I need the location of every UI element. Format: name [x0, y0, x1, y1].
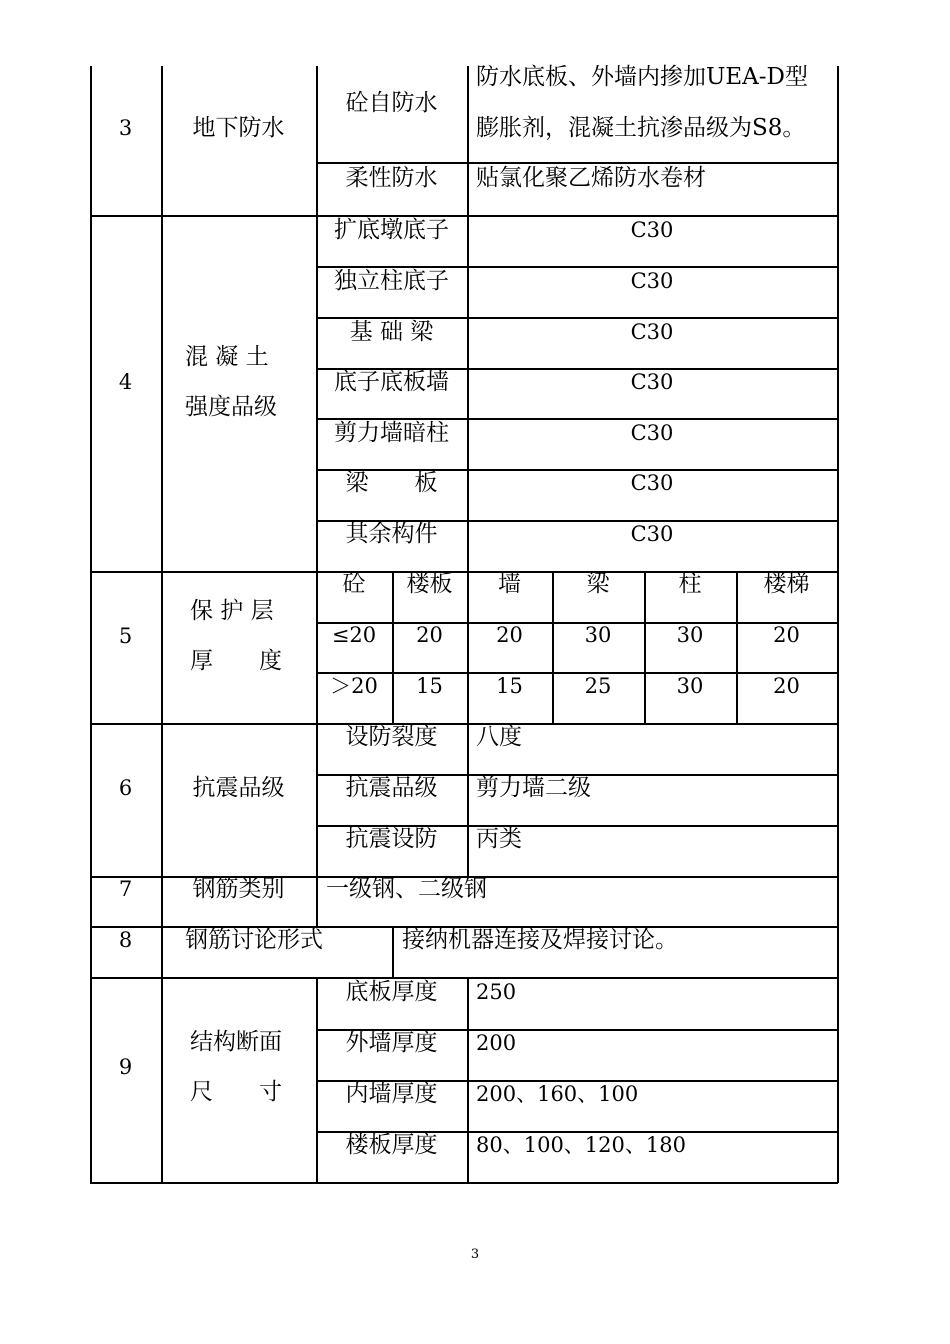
row4-item-label: 独立柱底子	[334, 268, 449, 294]
row5-number: 5	[118, 624, 133, 648]
cover-cell: 20	[496, 623, 523, 647]
row4-item-value: C30	[630, 218, 674, 242]
cover-cell: ＞20	[330, 674, 378, 698]
row4-item-label: 剪力墙暗柱	[334, 420, 449, 446]
row4-item-label: 扩底墩底子	[334, 217, 449, 243]
cover-cell: ≤20	[331, 623, 377, 647]
row9-title-line1: 结构断面	[190, 1029, 282, 1055]
row6-number: 6	[118, 776, 133, 800]
row5-title-line1: 保 护 层	[190, 598, 274, 624]
row4-title-line2: 强度品级	[185, 394, 277, 420]
row4-item-label: 底子底板墙	[334, 369, 449, 395]
row6-item-value: 剪力墙二级	[476, 775, 591, 801]
row9-item-value: 200、160、100	[476, 1082, 639, 1106]
row9-number: 9	[118, 1055, 133, 1079]
cover-header-cell: 楼梯	[763, 571, 810, 597]
cover-cell: 15	[496, 674, 523, 698]
row8-value: 接纳机器连接及焊接讨论。	[402, 927, 678, 953]
cover-header-cell: 梁	[586, 571, 610, 597]
cover-cell: 30	[676, 623, 704, 647]
row4-item-value: C30	[630, 522, 674, 546]
row9-item-value: 200	[476, 1031, 517, 1055]
row8-title: 钢筋讨论形式	[185, 927, 323, 953]
row3-sub1-label: 砼自防水	[345, 90, 438, 116]
row6-item-label: 抗震品级	[345, 775, 438, 801]
row4-item-value: C30	[630, 471, 674, 495]
row3-sub1-value-line2: 膨胀剂，混凝土抗渗品级为S8。	[476, 115, 806, 141]
row4-item-label: 其余构件	[345, 521, 438, 547]
row4-item-label: 基 础 梁	[349, 319, 434, 345]
row4-item-value: C30	[630, 320, 674, 344]
row7-value: 一级钢、二级钢	[326, 876, 487, 902]
row9-item-label: 内墙厚度	[345, 1081, 438, 1107]
row6-item-label: 抗震设防	[345, 826, 438, 852]
cover-header-cell: 楼板	[406, 571, 453, 597]
cover-header-cell: 墙	[498, 571, 521, 597]
row9-item-label: 底板厚度	[345, 979, 438, 1005]
cover-cell: 25	[584, 674, 612, 698]
row3-title: 地下防水	[192, 115, 285, 141]
row4-item-value: C30	[630, 421, 674, 445]
row9-item-value: 250	[476, 980, 517, 1004]
row3-sub2-label: 柔性防水	[345, 165, 438, 191]
row4-item-label: 梁 板	[345, 470, 438, 496]
row8-number: 8	[118, 928, 133, 952]
row4-item-value: C30	[630, 269, 674, 293]
row9-title-line2: 尺 寸	[190, 1079, 282, 1105]
cover-header-cell: 柱	[678, 571, 702, 597]
row6-item-value: 丙类	[476, 826, 522, 852]
row3-sub2-value: 贴氯化聚乙烯防水卷材	[476, 165, 706, 191]
row4-item-value: C30	[630, 370, 674, 394]
cover-cell: 15	[416, 674, 443, 698]
row6-item-value: 八度	[476, 724, 522, 750]
cover-cell: 20	[773, 623, 800, 647]
row7-number: 7	[118, 877, 133, 901]
row9-item-label: 楼板厚度	[345, 1132, 438, 1158]
row5-title-line2: 厚 度	[190, 648, 282, 674]
page-number: 3	[470, 1247, 480, 1262]
cover-cell: 30	[676, 674, 704, 698]
row4-title-line1: 混 凝 土	[185, 344, 269, 370]
row7-title: 钢筋类别	[192, 876, 285, 902]
cover-header-cell: 砼	[342, 571, 366, 597]
row9-item-value: 80、100、120、180	[476, 1133, 686, 1157]
cover-cell: 30	[584, 623, 612, 647]
row4-number: 4	[118, 370, 133, 394]
row9-item-label: 外墙厚度	[345, 1030, 438, 1056]
row6-title: 抗震品级	[192, 775, 285, 801]
row6-item-label: 设防裂度	[345, 724, 438, 750]
row3-sub1-value-line1: 防水底板、外墙内掺加UEA-D型	[476, 64, 808, 90]
cover-cell: 20	[773, 674, 800, 698]
row3-number: 3	[118, 116, 133, 140]
cover-cell: 20	[416, 623, 443, 647]
